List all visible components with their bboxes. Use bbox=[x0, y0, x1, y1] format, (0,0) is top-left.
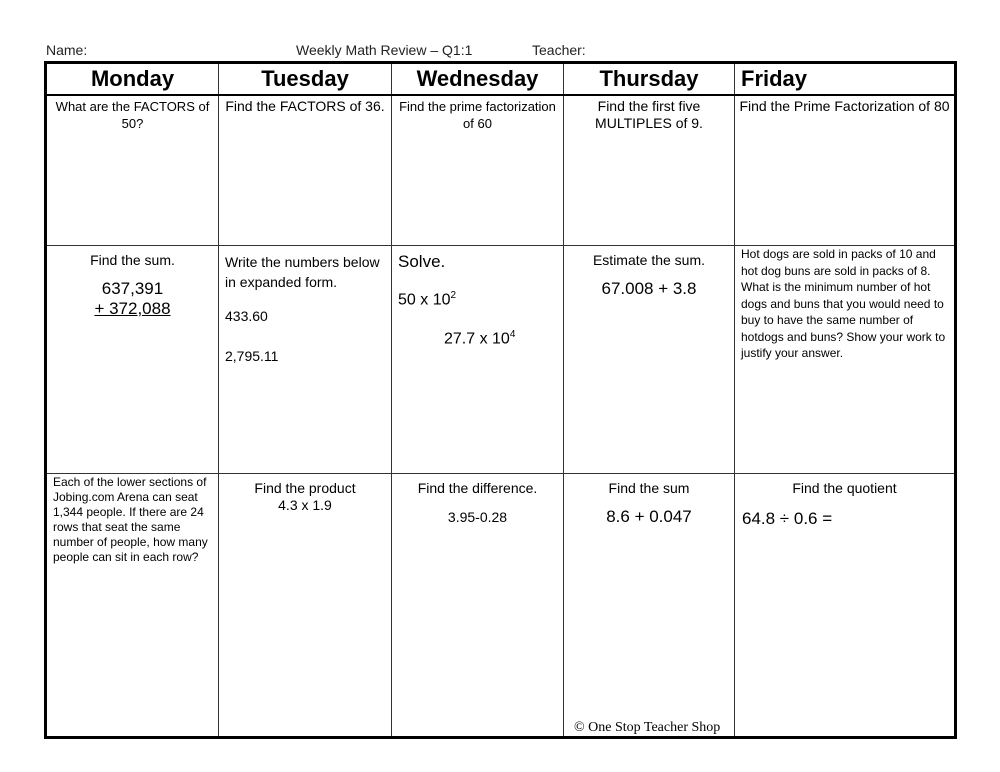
question-cell bbox=[219, 474, 392, 738]
question-cell bbox=[564, 246, 735, 474]
expression: 4.3 x 1.9 bbox=[278, 497, 332, 513]
addend: 637,391 bbox=[101, 279, 164, 298]
expression: 3.95-0.28 bbox=[447, 509, 508, 525]
day-wednesday: Wednesday bbox=[392, 63, 564, 96]
addend: + 372,088 bbox=[94, 299, 171, 318]
weekly-review-table bbox=[44, 61, 957, 739]
day-friday: Friday bbox=[735, 63, 956, 96]
prompt: Find the sum. bbox=[90, 252, 175, 268]
question-cell bbox=[46, 246, 219, 474]
prompt: Solve. bbox=[398, 252, 446, 271]
prompt: Estimate the sum. bbox=[592, 252, 706, 268]
expression: 64.8 ÷ 0.6 = bbox=[742, 509, 833, 528]
expression: 27.7 x 10 bbox=[444, 330, 510, 348]
number: 433.60 bbox=[225, 308, 268, 324]
number: 2,795.11 bbox=[225, 348, 279, 364]
prompt: Write the numbers below in expanded form. bbox=[225, 254, 380, 290]
teacher-label: Teacher: bbox=[532, 42, 586, 58]
copyright-footer: © One Stop Teacher Shop bbox=[574, 720, 721, 735]
question-cell bbox=[392, 246, 564, 474]
question-cell bbox=[735, 474, 956, 738]
question-cell: Hot dogs are sold in packs of 10 and hot dog buns are sold in packs of 8. What is the minimum number of hot dogs and buns that you would need to buy to have the same number of hotdogs and buns? Show your work to justify your answer. bbox=[735, 246, 956, 474]
exponent: 2 bbox=[450, 290, 457, 301]
worksheet-title: Weekly Math Review – Q1:1 bbox=[296, 42, 473, 58]
question-cell: What are the FACTORS of 50? bbox=[46, 95, 219, 246]
day-tuesday: Tuesday bbox=[219, 63, 392, 96]
question-cell: Find the Prime Factorization of 80 bbox=[735, 95, 956, 246]
question-cell: Find the first five MULTIPLES of 9. bbox=[564, 95, 735, 246]
prompt: Find the product bbox=[254, 480, 356, 496]
question-cell: Each of the lower sections of Jobing.com Arena can seat 1,344 people. If there are 24 rows that seat the same number of people, how many people can sit in each row? bbox=[46, 474, 219, 738]
question-cell: Find the prime factorization of 60 bbox=[392, 95, 564, 246]
question-cell bbox=[392, 474, 564, 738]
prompt: Find the sum bbox=[608, 480, 690, 496]
question-cell bbox=[219, 246, 392, 474]
exponent: 4 bbox=[509, 329, 516, 341]
expression: 67.008 + 3.8 bbox=[601, 279, 697, 298]
question-cell: Find the FACTORS of 36. bbox=[219, 95, 392, 246]
day-monday: Monday bbox=[46, 63, 219, 96]
name-label: Name: bbox=[46, 42, 88, 58]
prompt: Find the difference. bbox=[417, 480, 538, 496]
prompt: Find the quotient bbox=[792, 480, 897, 496]
expression: 8.6 + 0.047 bbox=[606, 507, 692, 526]
day-thursday: Thursday bbox=[564, 63, 735, 96]
expression: 50 x 10 bbox=[398, 291, 451, 309]
question-cell bbox=[564, 474, 735, 738]
